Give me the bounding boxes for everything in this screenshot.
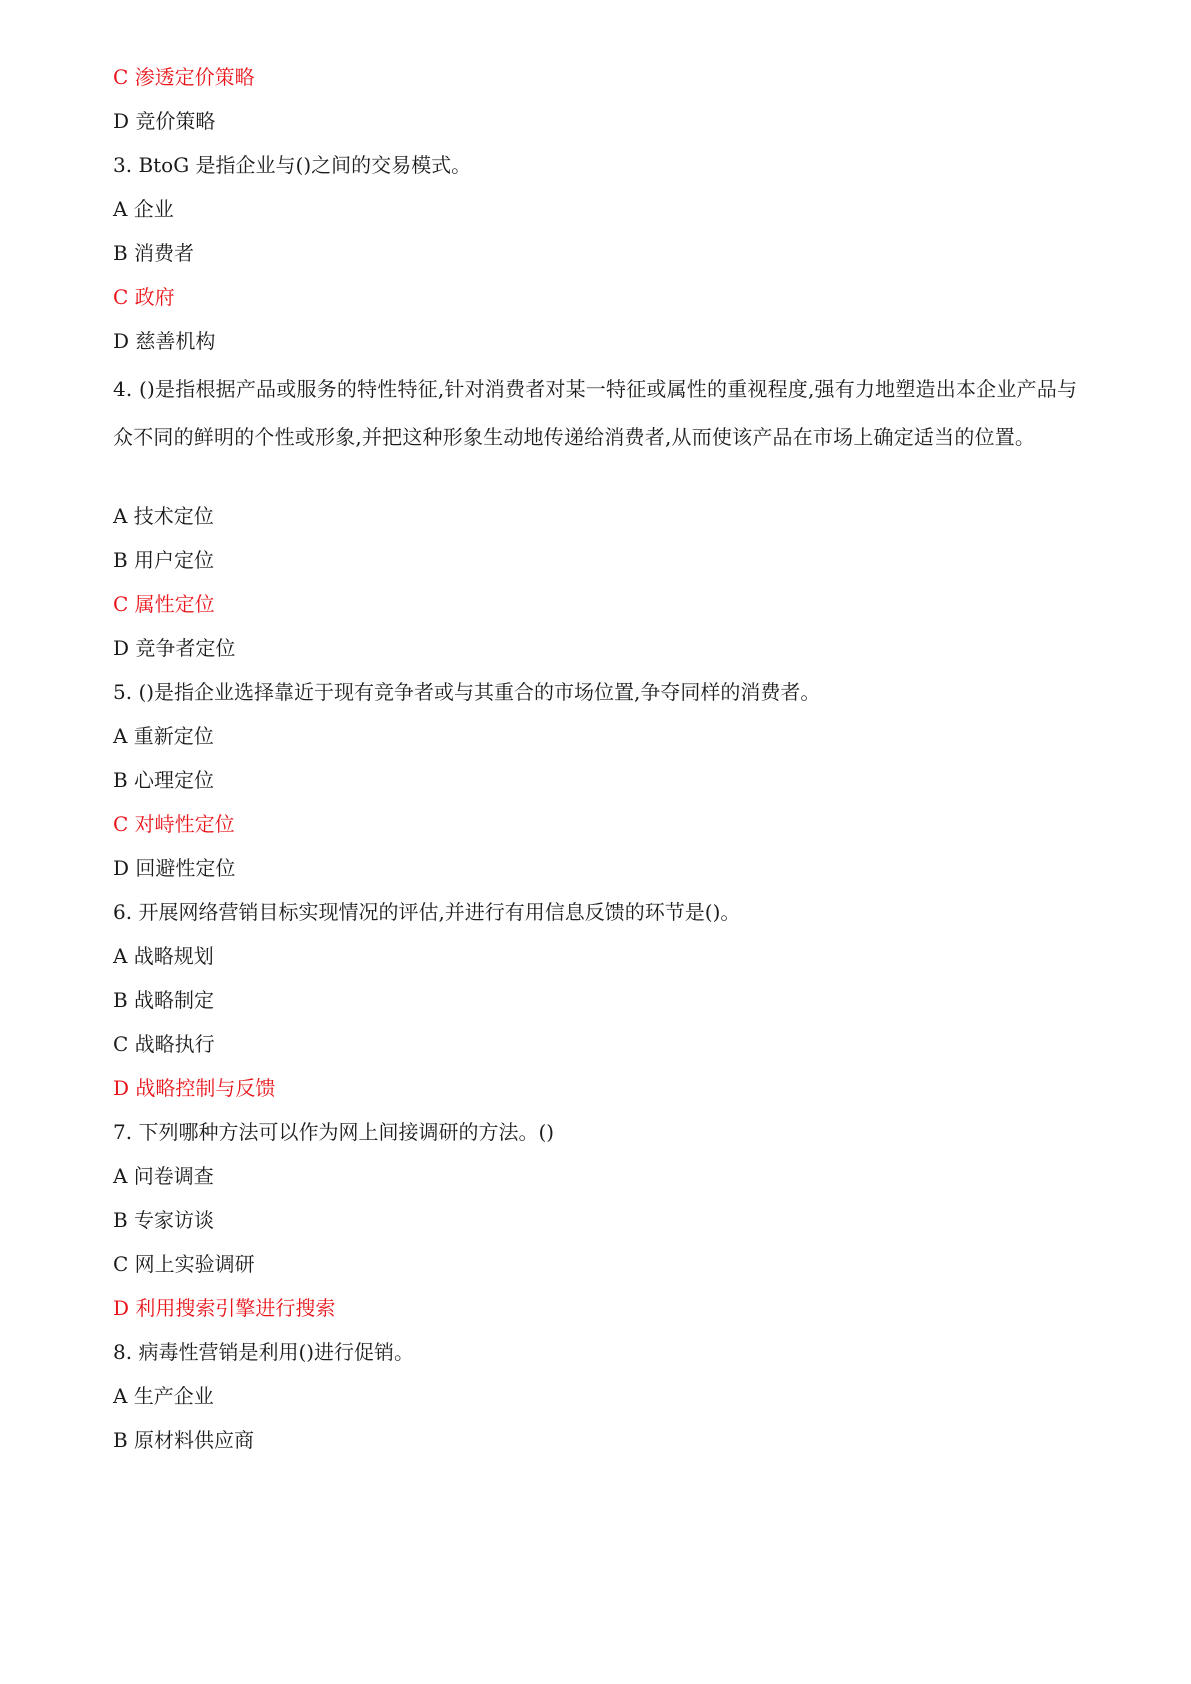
option-d-q5: D 回避性定位	[113, 856, 236, 880]
option-c-q7: C 网上实验调研	[113, 1252, 255, 1276]
option-b-q3: B 消费者	[113, 241, 195, 265]
question-8: 8. 病毒性营销是利用()进行促销。	[113, 1340, 415, 1364]
option-b-q4: B 用户定位	[113, 548, 215, 572]
option-b-q8: B 原材料供应商	[113, 1428, 255, 1452]
option-c-q5: C 对峙性定位	[113, 812, 235, 836]
option-d-q6: D 战略控制与反馈	[113, 1076, 276, 1100]
question-7: 7. 下列哪种方法可以作为网上间接调研的方法。()	[113, 1120, 555, 1144]
option-c-q6: C 战略执行	[113, 1032, 215, 1056]
option-b-q7: B 专家访谈	[113, 1208, 215, 1232]
question-3: 3. BtoG 是指企业与()之间的交易模式。	[113, 153, 472, 177]
question-4: 4. ()是指根据产品或服务的特性特征,针对消费者对某一特征或属性的重视程度,强有力地塑造出本企业产品与众不同的鲜明的个性或形象,并把这种形象生动地传递给消费者,从而使该产品在市场上确定适当的位置。	[113, 377, 1078, 449]
option-a-q4: A 技术定位	[113, 504, 214, 528]
option-a-q5: A 重新定位	[113, 724, 214, 748]
option-b-q6: B 战略制定	[113, 988, 215, 1012]
option-d-q4: D 竞争者定位	[113, 636, 236, 660]
option-d-q7: D 利用搜索引擎进行搜索	[113, 1296, 336, 1320]
option-c-q2: C 渗透定价策略	[113, 65, 255, 89]
option-c-q4: C 属性定位	[113, 592, 215, 616]
option-d-q2: D 竞价策略	[113, 109, 216, 133]
option-d-q3: D 慈善机构	[113, 329, 216, 353]
option-c-q3: C 政府	[113, 285, 175, 309]
option-a-q3: A 企业	[113, 197, 174, 221]
option-a-q8: A 生产企业	[113, 1384, 214, 1408]
question-5: 5. ()是指企业选择靠近于现有竞争者或与其重合的市场位置,争夺同样的消费者。	[113, 680, 821, 704]
option-b-q5: B 心理定位	[113, 768, 215, 792]
option-a-q7: A 问卷调查	[113, 1164, 214, 1188]
question-6: 6. 开展网络营销目标实现情况的评估,并进行有用信息反馈的环节是()。	[113, 900, 741, 924]
option-a-q6: A 战略规划	[113, 944, 214, 968]
